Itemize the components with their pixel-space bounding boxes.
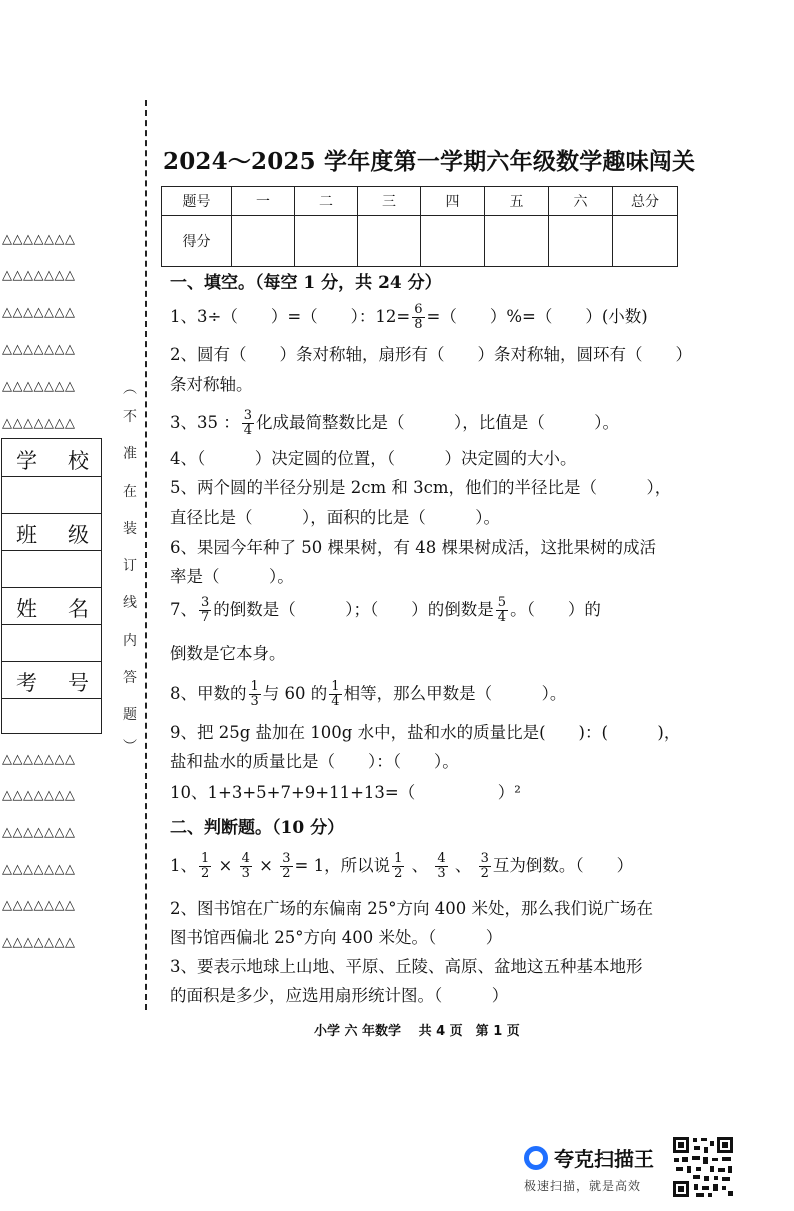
binding-line [145, 100, 147, 1010]
triangle-row: △△△△△△△ [2, 416, 76, 431]
judge-question-2-cont: 图书馆西偏北 25°方向 400 米处。（ ） [170, 928, 503, 947]
question-5: 5、两个圆的半径分别是 2cm 和 3cm，他们的半径比是（ ）， [170, 478, 672, 497]
question-4: 4、（ ）决定圆的位置，（ ）决定圆的大小。 [170, 449, 577, 468]
exam-number-field[interactable] [2, 698, 101, 735]
qr-code-icon [672, 1136, 734, 1198]
section-heading: 二、判断题。（10 分） [170, 818, 345, 838]
table-header: 四 [421, 187, 485, 216]
table-header: 一 [232, 187, 295, 216]
class-label: 班 级 [16, 522, 89, 547]
vertical-note-char: 内 [123, 633, 137, 649]
name-label: 姓 名 [16, 596, 89, 621]
question-5-cont: 直径比是（ ），面积的比是（ ）。 [170, 508, 500, 527]
score-cell[interactable] [613, 216, 678, 267]
class-field[interactable] [2, 550, 101, 587]
question-7-cont: 倒数是它本身。 [170, 644, 286, 663]
triangle-row: △△△△△△△ [2, 825, 76, 840]
question-1: 1、3÷（ ）=（ ）：12= $\frac{6}{8}$ =（ ）%=（ ）(小数) [170, 302, 648, 332]
score-cell[interactable] [421, 216, 485, 267]
question-10: 10、1+3+5+7+9+11+13=（ ）² [170, 783, 521, 802]
school-field[interactable] [2, 476, 101, 513]
score-table [161, 186, 678, 267]
question-7: 7、 $\frac{3}{7}$ 的倒数是（ ）；（ ）的倒数是 $\frac{5}{4}$ 。（ ）的 [170, 595, 601, 625]
page-title: 2024～2025 学年度第一学期六年级数学趣味闯关 [163, 148, 696, 175]
question-3: 3、35 ： $\frac{3}{4}$ 化成最简整数比是（ ），比值是（ ）。 [170, 408, 620, 438]
vertical-note-char: 题 [123, 707, 137, 723]
question-8: 8、甲数的 $\frac{1}{3}$ 与 60 的 $\frac{1}{4}$ 相等，那么甲数是（ ）。 [170, 679, 567, 709]
vertical-note-char: 不 [123, 409, 137, 425]
triangle-row: △△△△△△△ [2, 935, 76, 950]
score-cell[interactable] [358, 216, 421, 267]
judge-question-3: 3、要表示地球上山地、平原、丘陵、高原、盆地这五种基本地形 [170, 957, 643, 976]
judge-question-3-cont: 的面积是多少，应选用扇形统计图。（ ） [170, 986, 509, 1005]
table-header: 六 [549, 187, 613, 216]
scanner-brand [524, 1143, 654, 1193]
brand-name: 夸克扫描王 [554, 1147, 654, 1171]
table-header: 五 [485, 187, 549, 216]
page-footer: 小学 六 年数学 共 4 页 第 1 页 [314, 1024, 520, 1039]
question-6: 6、果园今年种了 50 棵果树，有 48 棵果树成活，这批果树的成活 [170, 538, 656, 557]
judge-question-2: 2、图书馆在广场的东偏南 25°方向 400 米处，那么我们说广场在 [170, 899, 653, 918]
triangle-row: △△△△△△△ [2, 342, 76, 357]
score-row-label: 得分 [162, 216, 232, 267]
table-header: 三 [358, 187, 421, 216]
vertical-note-char: 答 [123, 670, 137, 686]
vertical-note-char: ︵ [123, 381, 137, 397]
triangle-row: △△△△△△△ [2, 898, 76, 913]
name-field[interactable] [2, 624, 101, 661]
vertical-note-char: 准 [123, 446, 137, 462]
triangle-row: △△△△△△△ [2, 788, 76, 803]
score-cell[interactable] [549, 216, 613, 267]
vertical-note-char: ︶ [123, 739, 137, 755]
score-cell[interactable] [232, 216, 295, 267]
student-info-box [1, 438, 102, 734]
score-cell[interactable] [485, 216, 549, 267]
triangle-row: △△△△△△△ [2, 752, 76, 767]
vertical-note-char: 装 [123, 521, 137, 537]
question-2: 2、圆有（ ）条对称轴，扇形有（ ）条对称轴，圆环有（ ） [170, 345, 692, 364]
score-cell[interactable] [295, 216, 358, 267]
question-9: 9、把 25g 盐加在 100g 水中，盐和水的质量比是( )：( )， [170, 723, 681, 742]
vertical-note-char: 线 [123, 595, 137, 611]
triangle-row: △△△△△△△ [2, 379, 76, 394]
question-2-cont: 条对称轴。 [170, 375, 253, 394]
brand-logo-icon [524, 1146, 548, 1170]
triangle-row: △△△△△△△ [2, 862, 76, 877]
school-label: 学 校 [16, 448, 89, 473]
question-6-cont: 率是（ ）。 [170, 567, 294, 586]
table-header: 二 [295, 187, 358, 216]
brand-slogan: 极速扫描，就是高效 [524, 1179, 642, 1193]
question-9-cont: 盐和盐水的质量比是（ ）：（ ）。 [170, 752, 459, 771]
vertical-note-char: 订 [123, 558, 137, 574]
triangle-row: △△△△△△△ [2, 232, 76, 247]
judge-question-1: 1、 $\frac{1}{2}$ × $\frac{4}{3}$ × $\frac{3}{2}$ = 1，所以说 $\frac{1}{2}$ 、 $\frac{4}{3}$ 、 $\frac{3}{2}$ 互为倒数。（ ） [170, 851, 634, 881]
triangle-row: △△△△△△△ [2, 268, 76, 283]
table-header: 题号 [162, 187, 232, 216]
table-header: 总分 [613, 187, 678, 216]
triangle-row: △△△△△△△ [2, 305, 76, 320]
vertical-note-char: 在 [123, 484, 137, 500]
section-heading: 一、填空。（每空 1 分，共 24 分） [170, 273, 442, 293]
exam-number-label: 考 号 [16, 670, 89, 695]
